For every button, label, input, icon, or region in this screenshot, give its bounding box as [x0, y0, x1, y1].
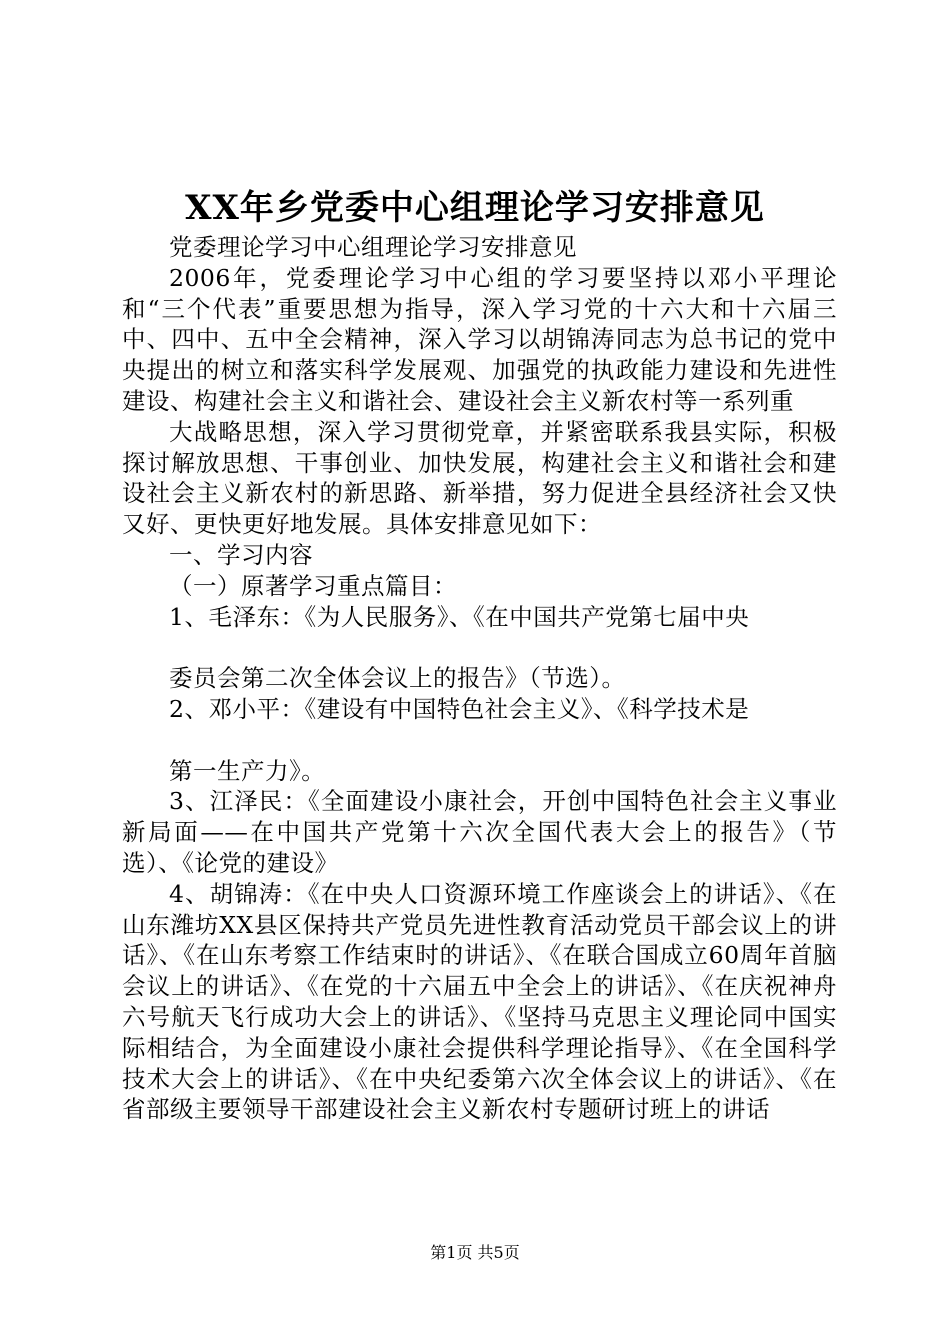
section-heading-study-content: 一、学习内容 — [169, 540, 313, 569]
paragraph-subtitle: 党委理论学习中心组理论学习安排意见 — [169, 233, 577, 261]
document-body — [122, 232, 837, 1125]
list-item-mao-zedong: 1、毛泽东：《为人民服务》、《在中国共产党第七届中央 — [169, 602, 750, 631]
paragraph-strategy: 大战略思想，深入学习贯彻党章，并紧密联系我县实际，积极探讨解放思想、干事创业、加快发展，构建社会主义和谐社会和建设社会主义新农村的新思路、新举措，努力促进全县经济社会又快又好、更快更好地发展。具体安排意见如下： — [122, 417, 837, 539]
paragraph-intro: 2006年，党委理论学习中心组的学习要坚持以邓小平理论和“三个代表”重要思想为指导，深入学习党的十六大和十六届三中、四中、五中全会精神，深入学习以胡锦涛同志为总书记的党中央提出的树立和落实科学发展观、加强党的执政能力建设和先进性建设、构建社会主义和谐社会、建设社会主义新农村等一系列重 — [122, 263, 837, 415]
document-title: XX年乡党委中心组理论学习安排意见 — [185, 188, 765, 228]
blank-line — [122, 632, 837, 663]
list-item-mao-zedong-continued: 委员会第二次全体会议上的报告》（节选）。 — [169, 664, 626, 693]
list-item-deng-xiaoping: 2、邓小平：《建设有中国特色社会主义》、《科学技术是 — [169, 694, 750, 723]
blank-line — [122, 725, 837, 756]
page-number-footer: 第1页 共5页 — [430, 1243, 520, 1262]
list-item-deng-xiaoping-continued: 第一生产力》。 — [169, 756, 326, 785]
subsection-heading-original-works: （一）原著学习重点篇目： — [169, 571, 457, 600]
list-item-hu-jintao: 4、胡锦涛：《在中央人口资源环境工作座谈会上的讲话》、《在山东潍坊XX县区保持共产党员先进性教育活动党员干部会议上的讲话》、《在山东考察工作结束时的讲话》、《在联合国成立60周年首脑会议上的讲话》、《在党的十六届五中全会上的讲话》、《在庆祝神舟六号航天飞行成功大会上的讲话》、《坚持马克思主义理论同中国实际相结合，为全面建设小康社会提供科学理论指导》、《在全国科学技术大会上的讲话》、《在中央纪委第六次全体会议上的讲话》、《在省部级主要领导干部建设社会主义新农村专题研讨班上的讲话 — [122, 879, 837, 1124]
list-item-jiang-zemin: 3、江泽民：《全面建设小康社会，开创中国特色社会主义事业新局面——在中国共产党第十六次全国代表大会上的报告》（节选）、《论党的建设》 — [122, 787, 837, 877]
